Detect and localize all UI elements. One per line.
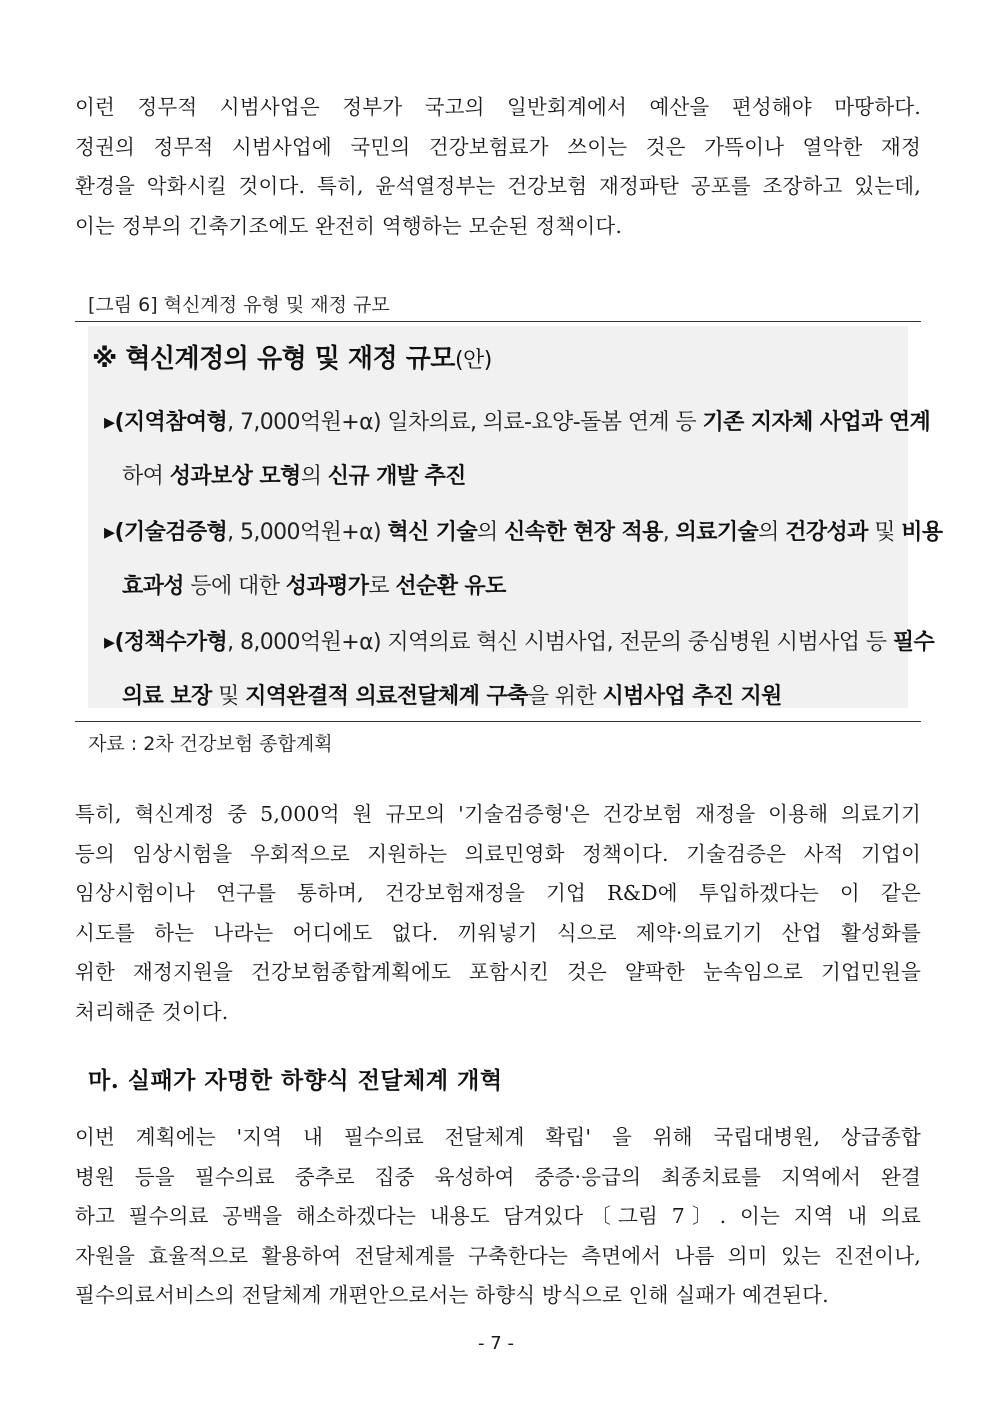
plain-text: , 7,000억원+α) 일차의료, 의료-요양-돌봄 연계 등 [227,410,703,435]
paragraph-line: 정권의 정무적 시범사업에 국민의 건강보험료가 쓰이는 것은 가뜩이나 열악한 재정 [75,134,921,159]
paragraph-line: 등의 임상시험을 우회적으로 지원하는 의료민영화 정책이다. 기술검증은 사적 기업이 [75,841,921,866]
plain-text: , 8,000억원+α) 지역의료 혁신 시범사업, 전문의 중심병원 시범사업 등 [227,630,893,655]
paragraph-2 [75,795,921,1032]
plain-text: 및 [867,520,902,545]
paragraph-line: 필수의료서비스의 전달체계 개편안으로서는 하향식 방식으로 인해 실패가 예견된다. [75,1283,829,1307]
plain-text: 하여 [122,464,170,489]
plain-text: 의 [477,520,505,545]
emphasized-text: 혁신 기술 [387,520,478,545]
emphasized-text: 성과평가 [285,574,369,599]
plain-text: 의 [300,464,328,489]
emphasized-text: 의료기술 [675,520,759,545]
paragraph-line: 시도를 하는 나라는 어디에도 없다. 끼워넣기 식으로 제약·의료기기 산업 활성화를 [75,920,921,945]
figure-title-main: ※ 혁신계정의 유형 및 재정 규모 [92,344,455,374]
figure-top-rule [75,321,921,322]
paragraph-line: 특히, 혁신계정 중 5,000억 원 규모의 '기술검증형'은 건강보험 재정을 이용해 의료기기 [75,802,921,826]
figure-item-line [104,670,904,724]
plain-text: , [662,520,676,545]
paragraph-line: 자원을 효율적으로 활용하여 전달체계를 구축한다는 측면에서 나름 의미 있는 진전이나, [75,1243,921,1268]
paragraph-line: 이번 계획에는 '지역 내 필수의료 전달체계 확립' 을 위해 국립대병원, 상급종합 [75,1125,921,1149]
emphasized-text: 시범사업 추진 지원 [602,684,782,709]
figure-item-line [104,450,904,504]
emphasized-text: 신속한 현장 적용 [504,520,663,545]
paragraph-line: 이는 정부의 긴축기조에도 완전히 역행하는 모순된 정책이다. [75,213,623,238]
emphasized-text: ▸(기술검증형 [104,520,228,545]
paragraph-line: 병원 등을 필수의료 중추로 집중 육성하여 중증·응급의 최종치료를 지역에서 완결 [75,1164,921,1189]
section-heading: 마. 실패가 자명한 하향식 전달체계 개혁 [88,1067,503,1094]
emphasized-text: 기존 지자체 사업과 연계 [702,410,931,435]
emphasized-text: 건강성과 [785,520,868,545]
figure-item-1 [104,396,931,504]
emphasized-text: 신규 개발 추진 [327,464,466,489]
figure-item-line [104,560,904,614]
emphasized-text: 비용 [901,520,943,545]
plain-text: 로 [368,574,396,599]
figure-bottom-rule [75,721,921,722]
emphasized-text: 효과성 [122,574,184,599]
plain-text: 등에 대한 [183,574,286,599]
figure-item-line [104,506,943,560]
page-number: - 7 - [478,1333,514,1354]
figure-title [92,338,492,375]
paragraph-line: 임상시험이나 연구를 통하며, 건강보험재정을 기업 R&D에 투입하겠다는 이 같은 [75,881,921,905]
paragraph-1 [75,88,921,246]
plain-text: 의 [758,520,786,545]
paragraph-line: 위한 재정지원을 건강보험종합계획에도 포함시킨 것은 얄팍한 눈속임으로 기업민원을 [75,960,921,984]
figure-item-2 [104,506,943,614]
emphasized-text: ▸(지역참여형 [104,410,228,435]
plain-text: 및 [211,684,246,709]
paragraph-line: 이런 정무적 시범사업은 정부가 국고의 일반회계에서 예산을 편성해야 마땅하다. [75,95,921,119]
emphasized-text: 지역완결적 의료전달체계 구축 [245,684,528,709]
figure-caption: [그림 6] 혁신계정 유형 및 재정 규모 [88,294,390,316]
figure-title-suffix: (안) [454,348,492,373]
plain-text: , 5,000억원+α) [227,520,388,545]
figure-item-line [104,396,931,450]
paragraph-line: 처리해준 것이다. [75,999,229,1024]
emphasized-text: ▸(정책수가형 [104,630,228,655]
paragraph-line: 환경을 악화시킬 것이다. 특히, 윤석열정부는 건강보험 재정파탄 공포를 조장하고 있는데, [75,174,921,198]
figure-item-line [104,616,935,670]
plain-text: 을 위한 [527,684,603,709]
paragraph-3 [75,1118,921,1316]
emphasized-text: 성과보상 모형 [169,464,301,489]
emphasized-text: 필수 [892,630,935,655]
figure-item-3 [104,616,935,724]
emphasized-text: 의료 보장 [122,684,212,709]
paragraph-line: 하고 필수의료 공백을 해소하겠다는 내용도 담겨있다〔그림 7〕. 이는 지역 내 의료 [75,1204,921,1228]
figure-image [88,326,943,709]
emphasized-text: 선순환 유도 [395,574,506,599]
figure-source: 자료 : 2차 건강보험 종합계획 [88,733,333,755]
